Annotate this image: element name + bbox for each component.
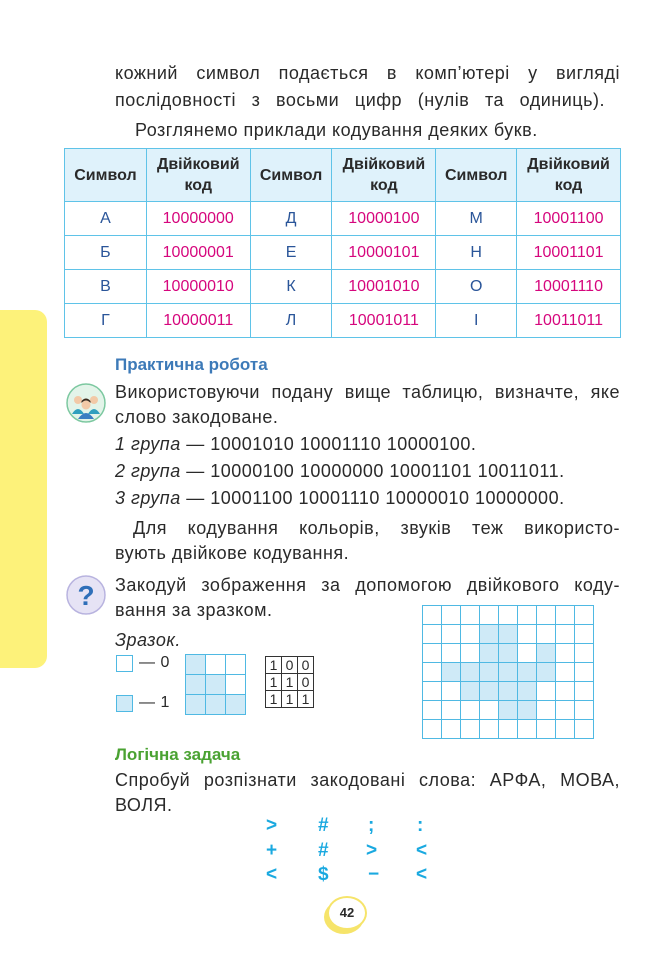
cell-binary: 10000010 [146,270,250,304]
cell-symbol: Н [436,236,517,270]
cell-symbol: В [65,270,147,304]
cipher-symbol: # [318,840,329,861]
legend-zero-label: — 0 [139,654,170,671]
group-1-code: — 10001010 10001110 10000100. [186,434,477,454]
cell-symbol: І [436,304,517,338]
question-mark: ? [77,580,95,611]
cipher-symbol: < [266,864,278,885]
group-3-line [115,485,565,512]
practical-work-title: Практична робота [115,355,268,374]
sample-picture-grid [185,654,246,715]
practical-task-line-1: Використовуючи подану вище таблицю, визначте, яке [115,382,620,402]
bin-cell: 1 [266,674,282,691]
cell-symbol: Б [65,236,147,270]
logic-task-line-1: Спробуй розпізнати закодовані слова: АРФА, МОВА, [115,770,620,790]
legend-blue-square [116,695,133,712]
cell-symbol: Е [250,236,332,270]
cipher-symbol: > [366,840,378,861]
picture-to-encode-grid [422,605,594,739]
cipher-symbol: + [266,840,278,861]
cell-binary: 10000100 [332,202,436,236]
cell-symbol: Л [250,304,332,338]
cell-binary: 10001011 [332,304,436,338]
table-row [65,304,621,338]
cell-binary: 10001010 [332,270,436,304]
bin-cell: 0 [282,657,298,674]
cell-binary: 10000000 [146,202,250,236]
sample-label: Зразок. [115,630,181,650]
group-2-line [115,458,565,485]
table-header-row [65,149,621,202]
cipher-symbol: < [416,840,428,861]
cell-binary: 10011011 [517,304,621,338]
table-row [65,270,621,304]
header-symbol: Символ [65,149,147,202]
header-binary: Двійковий код [517,149,621,202]
header-symbol: Символ [436,149,517,202]
bin-cell: 1 [298,691,314,708]
cipher-symbol: : [417,815,424,836]
cell-binary: 10000001 [146,236,250,270]
legend-white-square [116,655,133,672]
group-3-code: — 10001100 10001110 10000010 10000000. [186,488,565,508]
side-tab [0,310,47,668]
cell-binary: 10000011 [146,304,250,338]
cell-symbol: О [436,270,517,304]
group-work-icon [66,383,106,423]
bin-cell: 1 [282,674,298,691]
bin-cell: 0 [298,657,314,674]
cell-symbol: Г [65,304,147,338]
legend-one-label: — 1 [139,694,170,711]
header-binary: Двійковий код [332,149,436,202]
cell-binary: 10001101 [517,236,621,270]
bin-cell: 1 [266,657,282,674]
group-1-label: 1 група [115,434,181,454]
group-1-line [115,431,476,458]
cipher-symbol: # [318,815,329,836]
group-3-label: 3 група [115,488,181,508]
colors-text-line-1: Для кодування кольорів, звуків теж використо- [133,518,620,538]
header-binary: Двійковий код [146,149,250,202]
cipher-symbol: ; [368,815,375,836]
cipher-symbol: < [416,864,428,885]
cell-symbol: К [250,270,332,304]
sample-binary-grid [265,656,314,708]
cell-binary: 10001110 [517,270,621,304]
cipher-symbol: − [368,864,380,885]
bin-cell: 1 [266,691,282,708]
cell-symbol: М [436,202,517,236]
cipher-symbol: > [266,815,278,836]
header-symbol: Символ [250,149,332,202]
colors-text-line-2: вують двійкове кодування. [115,543,350,563]
binary-code-table [64,148,621,338]
practical-task-line-2: слово закодоване. [115,407,279,427]
cell-symbol: А [65,202,147,236]
question-icon [66,575,106,615]
intro-line-3: Розглянемо приклади кодування деяких букв. [135,120,538,140]
intro-line-1: кожний символ подається в комп’ютері у вигляді [115,63,620,83]
question-task-line-1: Закодуй зображення за допомогою двійкового коду- [115,575,620,595]
intro-line-2: послідовності з восьми цифр (нулів та одиниць). [115,90,605,110]
logic-task-title: Логічна задача [115,745,241,764]
table-row [65,202,621,236]
group-2-code: — 10000100 10000000 10001101 10011011. [186,461,565,481]
cipher-symbol: $ [318,864,329,885]
logic-task-line-2: ВОЛЯ. [115,795,173,815]
table-row [65,236,621,270]
cell-symbol: Д [250,202,332,236]
cell-binary: 10001100 [517,202,621,236]
cell-binary: 10000101 [332,236,436,270]
bin-cell: 0 [298,674,314,691]
page-number: 42 [327,896,367,930]
group-2-label: 2 група [115,461,181,481]
question-task-line-2: вання за зразком. [115,600,273,620]
bin-cell: 1 [282,691,298,708]
